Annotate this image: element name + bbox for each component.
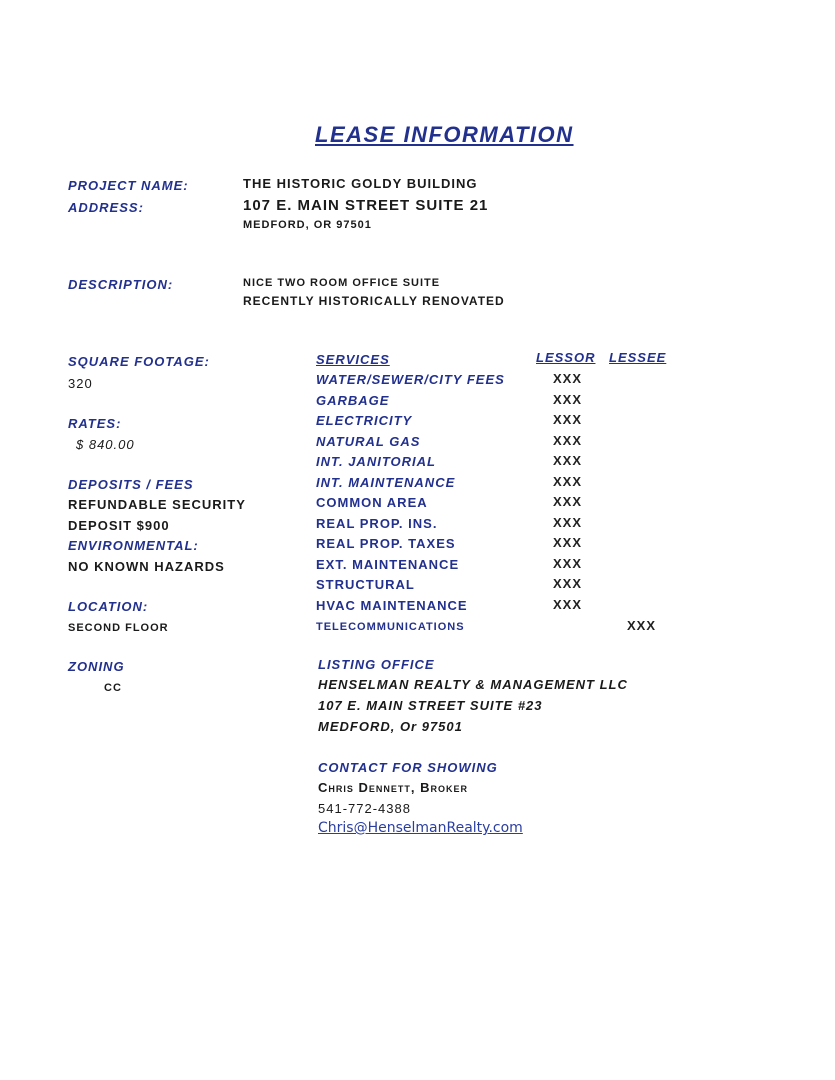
square-footage-label: SQUARE FOOTAGE: bbox=[68, 354, 210, 369]
service-lessor-mark: XXX bbox=[553, 576, 583, 591]
service-name: HVAC MAINTENANCE bbox=[316, 598, 468, 613]
service-lessor-mark: XXX bbox=[553, 371, 583, 386]
service-name: REAL PROP. INS. bbox=[316, 516, 438, 531]
address-label: ADDRESS: bbox=[68, 200, 144, 215]
service-name: INT. MAINTENANCE bbox=[316, 475, 456, 490]
service-lessor-mark: XXX bbox=[553, 433, 583, 448]
rates-label: RATES: bbox=[68, 416, 122, 431]
listing-office-line-2: 107 E. MAIN STREET SUITE #23 bbox=[318, 698, 543, 713]
zoning-label: ZONING bbox=[68, 659, 125, 674]
listing-office-line-1: HENSELMAN REALTY & MANAGEMENT LLC bbox=[318, 677, 628, 692]
address-line-2: MEDFORD, OR 97501 bbox=[243, 219, 372, 231]
address-line-1: 107 E. MAIN STREET SUITE 21 bbox=[243, 197, 489, 214]
contact-label: CONTACT FOR SHOWING bbox=[318, 760, 498, 775]
service-name: INT. JANITORIAL bbox=[316, 454, 436, 469]
lessor-header: LESSOR bbox=[536, 350, 596, 365]
square-footage-value: 320 bbox=[68, 376, 93, 391]
service-lessor-mark: XXX bbox=[553, 515, 583, 530]
location-value: SECOND FLOOR bbox=[68, 622, 169, 634]
services-header: SERVICES bbox=[316, 352, 390, 367]
deposits-line-1: REFUNDABLE SECURITY bbox=[68, 497, 246, 512]
lessee-header: LESSEE bbox=[609, 350, 667, 365]
service-name: ELECTRICITY bbox=[316, 413, 413, 428]
service-name: COMMON AREA bbox=[316, 495, 428, 510]
service-name: TELECOMMUNICATIONS bbox=[316, 621, 465, 633]
service-name: NATURAL GAS bbox=[316, 434, 421, 449]
project-name-value: THE HISTORIC GOLDY BUILDING bbox=[243, 176, 478, 191]
service-lessor-mark: XXX bbox=[553, 392, 583, 407]
rates-value: $ 840.00 bbox=[76, 437, 135, 452]
contact-name: Chris Dennett, Broker bbox=[318, 780, 469, 795]
service-name: REAL PROP. TAXES bbox=[316, 536, 456, 551]
deposits-label: DEPOSITS / FEES bbox=[68, 477, 194, 492]
service-lessor-mark: XXX bbox=[553, 597, 583, 612]
service-lessee-mark: XXX bbox=[627, 618, 657, 633]
description-line-1: NICE TWO ROOM OFFICE SUITE bbox=[243, 277, 441, 289]
service-name: EXT. MAINTENANCE bbox=[316, 557, 460, 572]
environmental-value: NO KNOWN HAZARDS bbox=[68, 559, 225, 574]
description-label: DESCRIPTION: bbox=[68, 277, 174, 292]
service-name: GARBAGE bbox=[316, 393, 390, 408]
service-lessor-mark: XXX bbox=[553, 556, 583, 571]
contact-email-link[interactable]: Chris@HenselmanRealty.com bbox=[318, 820, 523, 836]
environmental-label: ENVIRONMENTAL: bbox=[68, 538, 199, 553]
listing-office-line-3: MEDFORD, Or 97501 bbox=[318, 719, 463, 734]
service-name: WATER/SEWER/CITY FEES bbox=[316, 372, 505, 387]
service-lessor-mark: XXX bbox=[553, 535, 583, 550]
contact-phone[interactable]: 541-772-4388 bbox=[318, 801, 411, 816]
service-lessor-mark: XXX bbox=[553, 494, 583, 509]
service-lessor-mark: XXX bbox=[553, 474, 583, 489]
service-lessor-mark: XXX bbox=[553, 412, 583, 427]
listing-office-label: LISTING OFFICE bbox=[318, 657, 435, 672]
service-name: STRUCTURAL bbox=[316, 577, 415, 592]
description-line-2: RECENTLY HISTORICALLY RENOVATED bbox=[243, 294, 505, 308]
deposits-line-2: DEPOSIT $900 bbox=[68, 518, 170, 533]
location-label: LOCATION: bbox=[68, 599, 149, 614]
project-name-label: PROJECT NAME: bbox=[68, 178, 189, 193]
page-title: LEASE INFORMATION bbox=[315, 122, 574, 147]
zoning-value: CC bbox=[104, 682, 122, 694]
service-lessor-mark: XXX bbox=[553, 453, 583, 468]
